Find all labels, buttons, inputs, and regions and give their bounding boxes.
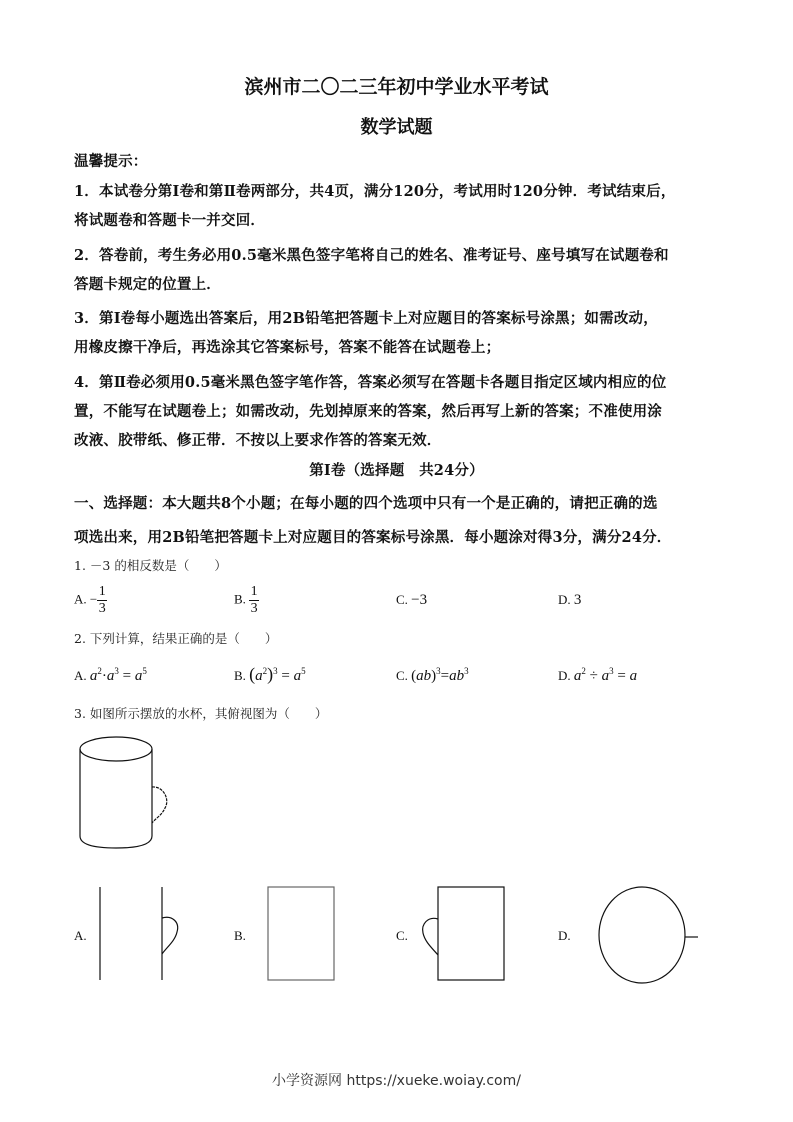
option-value: 3 — [573, 592, 582, 608]
option-label: B. — [234, 668, 246, 683]
q3-option-d-label[interactable]: D. — [558, 928, 571, 943]
exam-subtitle: 数学试题 — [360, 117, 433, 138]
question-1-stem: 1. －3 的相反数是（ ） — [74, 558, 227, 573]
tip-line: 用橡皮擦干净后，再选涂其它答案标号，答案不能答在试题卷上； — [74, 339, 501, 356]
option-label: A. — [74, 668, 87, 683]
option-label: C. — [396, 668, 408, 683]
q3-option-b-label[interactable]: B. — [234, 928, 246, 943]
option-d-figure[interactable] — [599, 887, 698, 983]
tip-line: 2．答卷前，考生务必用0.5毫米黑色签字笔将自己的姓名、准考证号、座号填写在试题卷和 — [74, 247, 669, 264]
tip-line: 答题卡规定的位置上． — [74, 276, 221, 293]
option-c-figure[interactable] — [423, 887, 504, 980]
tip-line: 改液、胶带纸、修正带．不按以上要求作答的答案无效． — [74, 432, 442, 449]
cup-illustration — [80, 737, 167, 848]
tip-line: 置，不能写在试题卷上；如需改动，先划掉原来的答案，然后再写上新的答案；不准使用涂 — [74, 403, 662, 420]
tips-heading: 温馨提示： — [74, 153, 148, 170]
expression: $a^2 \div a^3 = a$ — [573, 666, 638, 684]
section-intro: 项选出来，用2B铅笔把答题卡上对应题目的答案标号涂黑．每小题涂对得3分，满分24分． — [74, 529, 672, 546]
exam-title: 滨州市二〇二三年初中学业水平考试 — [244, 76, 549, 98]
option-label: A. — [74, 591, 87, 607]
footer-watermark: 小学资源网 https://xueke.woiay.com/ — [272, 1073, 521, 1089]
expression: $(ab)^3=ab^3$ — [411, 666, 469, 684]
section-title: 第Ⅰ卷（选择题 共24分） — [309, 462, 484, 479]
expression: $a^2\cdot a^3 = a^5$ — [89, 666, 147, 684]
tip-line: 3．第Ⅰ卷每小题选出答案后，用2B铅笔把答题卡上对应题目的答案标号涂黑；如需改动， — [74, 310, 658, 327]
option-label: B. — [234, 591, 246, 607]
tip-line: 4．第Ⅱ卷必须用0.5毫米黑色签字笔作答，答案必须写在答题卡各题目指定区域内相应的位 — [74, 374, 667, 391]
question-2-stem: 2. 下列计算，结果正确的是（ ） — [74, 631, 278, 646]
tip-line: 将试题卷和答题卡一并交回． — [74, 212, 266, 229]
question-3-stem: 3. 如图所示摆放的水杯，其俯视图为（ ） — [74, 706, 328, 721]
denominator: 3 — [98, 601, 106, 616]
option-label: D. — [558, 592, 571, 607]
minus-sign: − — [89, 591, 98, 607]
expression: $(a^2)^3 = a^5$ — [249, 664, 306, 684]
q3-option-c-label[interactable]: C. — [396, 928, 408, 943]
option-label: D. — [558, 668, 571, 683]
option-a-figure[interactable] — [100, 887, 178, 980]
q3-option-a-label[interactable]: A. — [74, 928, 87, 943]
option-value: −3 — [411, 592, 428, 608]
tip-line: 1．本试卷分第Ⅰ卷和第Ⅱ卷两部分，共4页，满分120分，考试用时120分钟．考试结束后， — [74, 183, 676, 200]
option-b-figure[interactable] — [268, 887, 334, 980]
numerator: 1 — [98, 584, 106, 599]
denominator: 3 — [250, 601, 258, 616]
section-intro: 一、选择题：本大题共8个小题；在每小题的四个选项中只有一个是正确的，请把正确的选 — [74, 495, 658, 512]
numerator: 1 — [250, 584, 258, 599]
option-label: C. — [396, 592, 408, 607]
